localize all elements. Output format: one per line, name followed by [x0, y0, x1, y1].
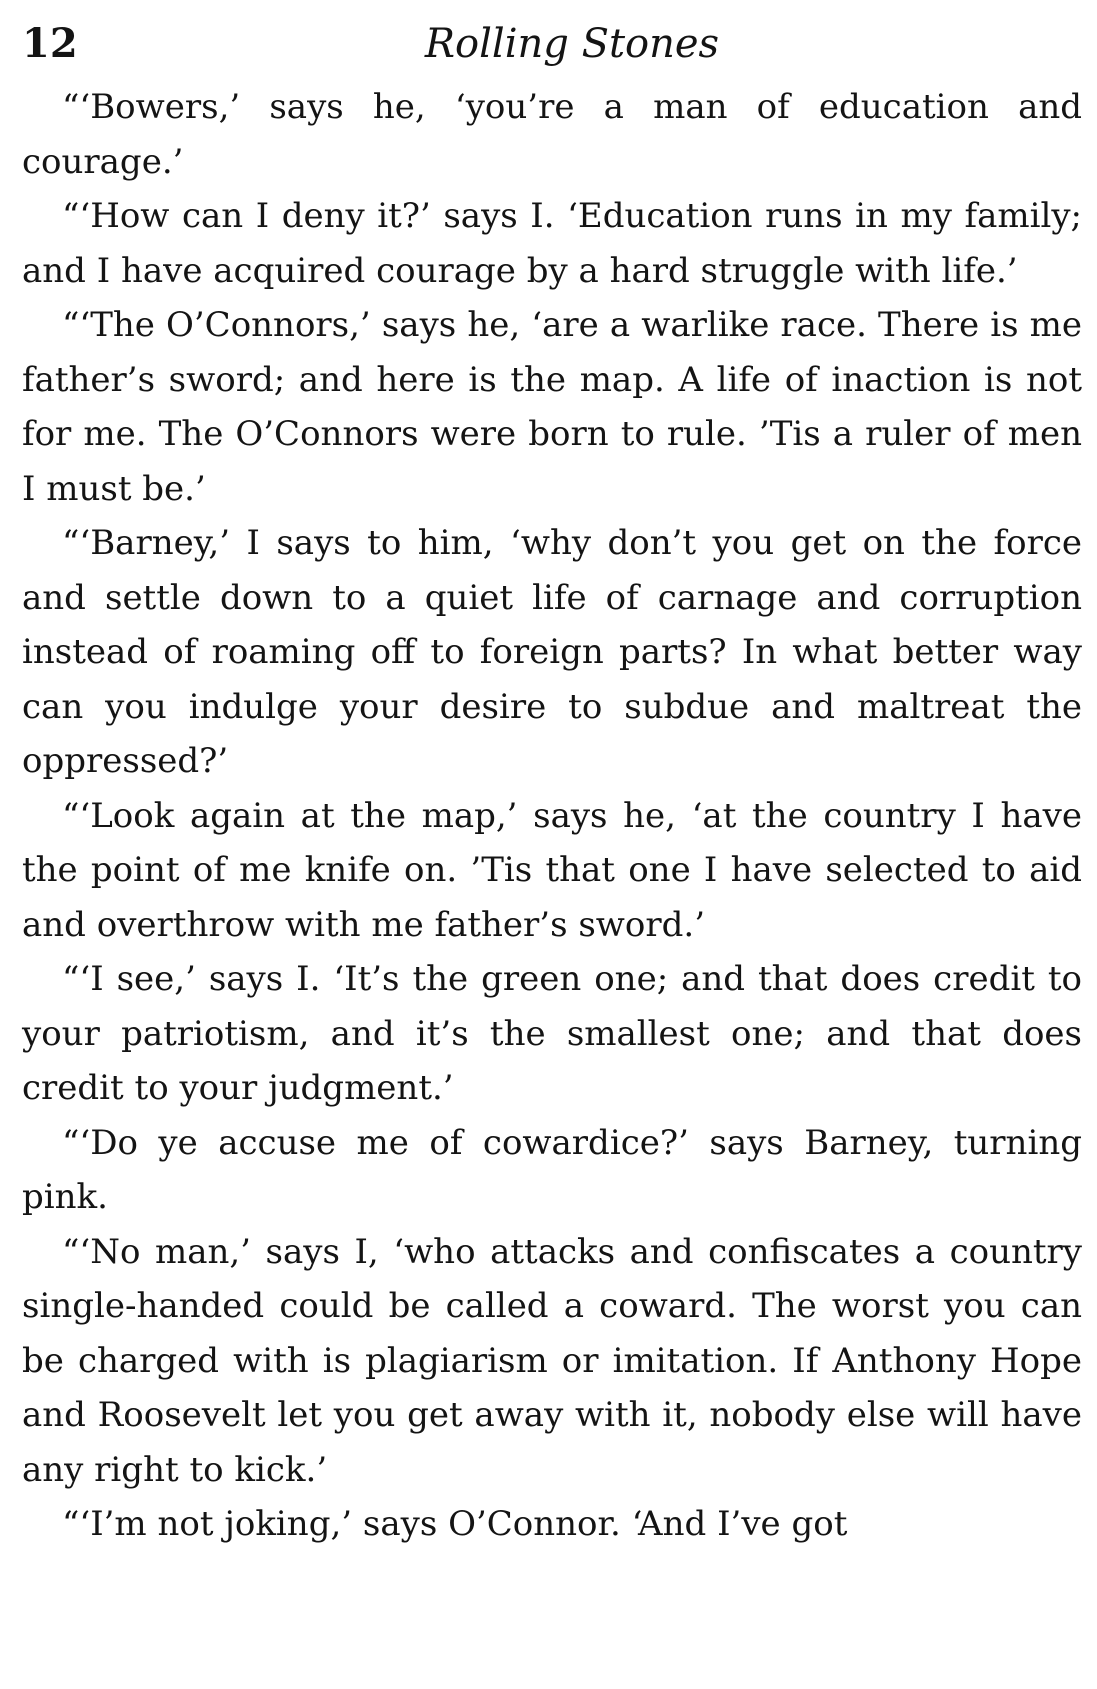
book-page: [22, 14, 1082, 1552]
paragraph: “‘I see,’ says I. ‘It’s the green one; and that does credit to your patriotism, and it’s the smallest one; and that does credit to your judgment.’: [22, 959, 1082, 1108]
page-number: 12: [22, 20, 78, 67]
paragraph: “‘The O’Connors,’ says he, ‘are a warlike race. There is me father’s sword; and here is the map. A life of inaction is not for me. The O’Connors were born to rule. ’Tis a ruler of men I must be.’: [22, 305, 1082, 509]
page-header: [22, 14, 1082, 74]
body-text: [22, 80, 1082, 1552]
paragraph: “‘Barney,’ I says to him, ‘why don’t you get on the force and settle down to a quiet life of carnage and corruption instead of roaming off to foreign parts? In what better way can you indulge your desire to subdue and maltreat the oppressed?’: [22, 523, 1082, 781]
paragraph: “‘How can I deny it?’ says I. ‘Education runs in my family; and I have acquired courage by a hard struggle with life.’: [22, 196, 1082, 291]
paragraph: “‘I’m not joking,’ says O’Connor. ‘And I’ve got: [62, 1504, 848, 1544]
paragraph: “‘Look again at the map,’ says he, ‘at the country I have the point of me knife on. ’Tis that one I have selected to aid and overthrow with me father’s sword.’: [22, 795, 1082, 945]
running-title: Rolling Stones: [424, 21, 720, 67]
paragraph: “‘Bowers,’ says he, ‘you’re a man of education and courage.’: [22, 87, 1082, 182]
paragraph: “‘Do ye accuse me of cowardice?’ says Barney, turning pink.: [22, 1122, 1082, 1217]
paragraph: “‘No man,’ says I, ‘who attacks and confiscates a country single-handed could be called a coward. The worst you can be charged with is plagiarism or imitation. If Anthony Hope and Roosevelt let you get away with it, nobody else will have any right to kick.’: [22, 1231, 1082, 1490]
